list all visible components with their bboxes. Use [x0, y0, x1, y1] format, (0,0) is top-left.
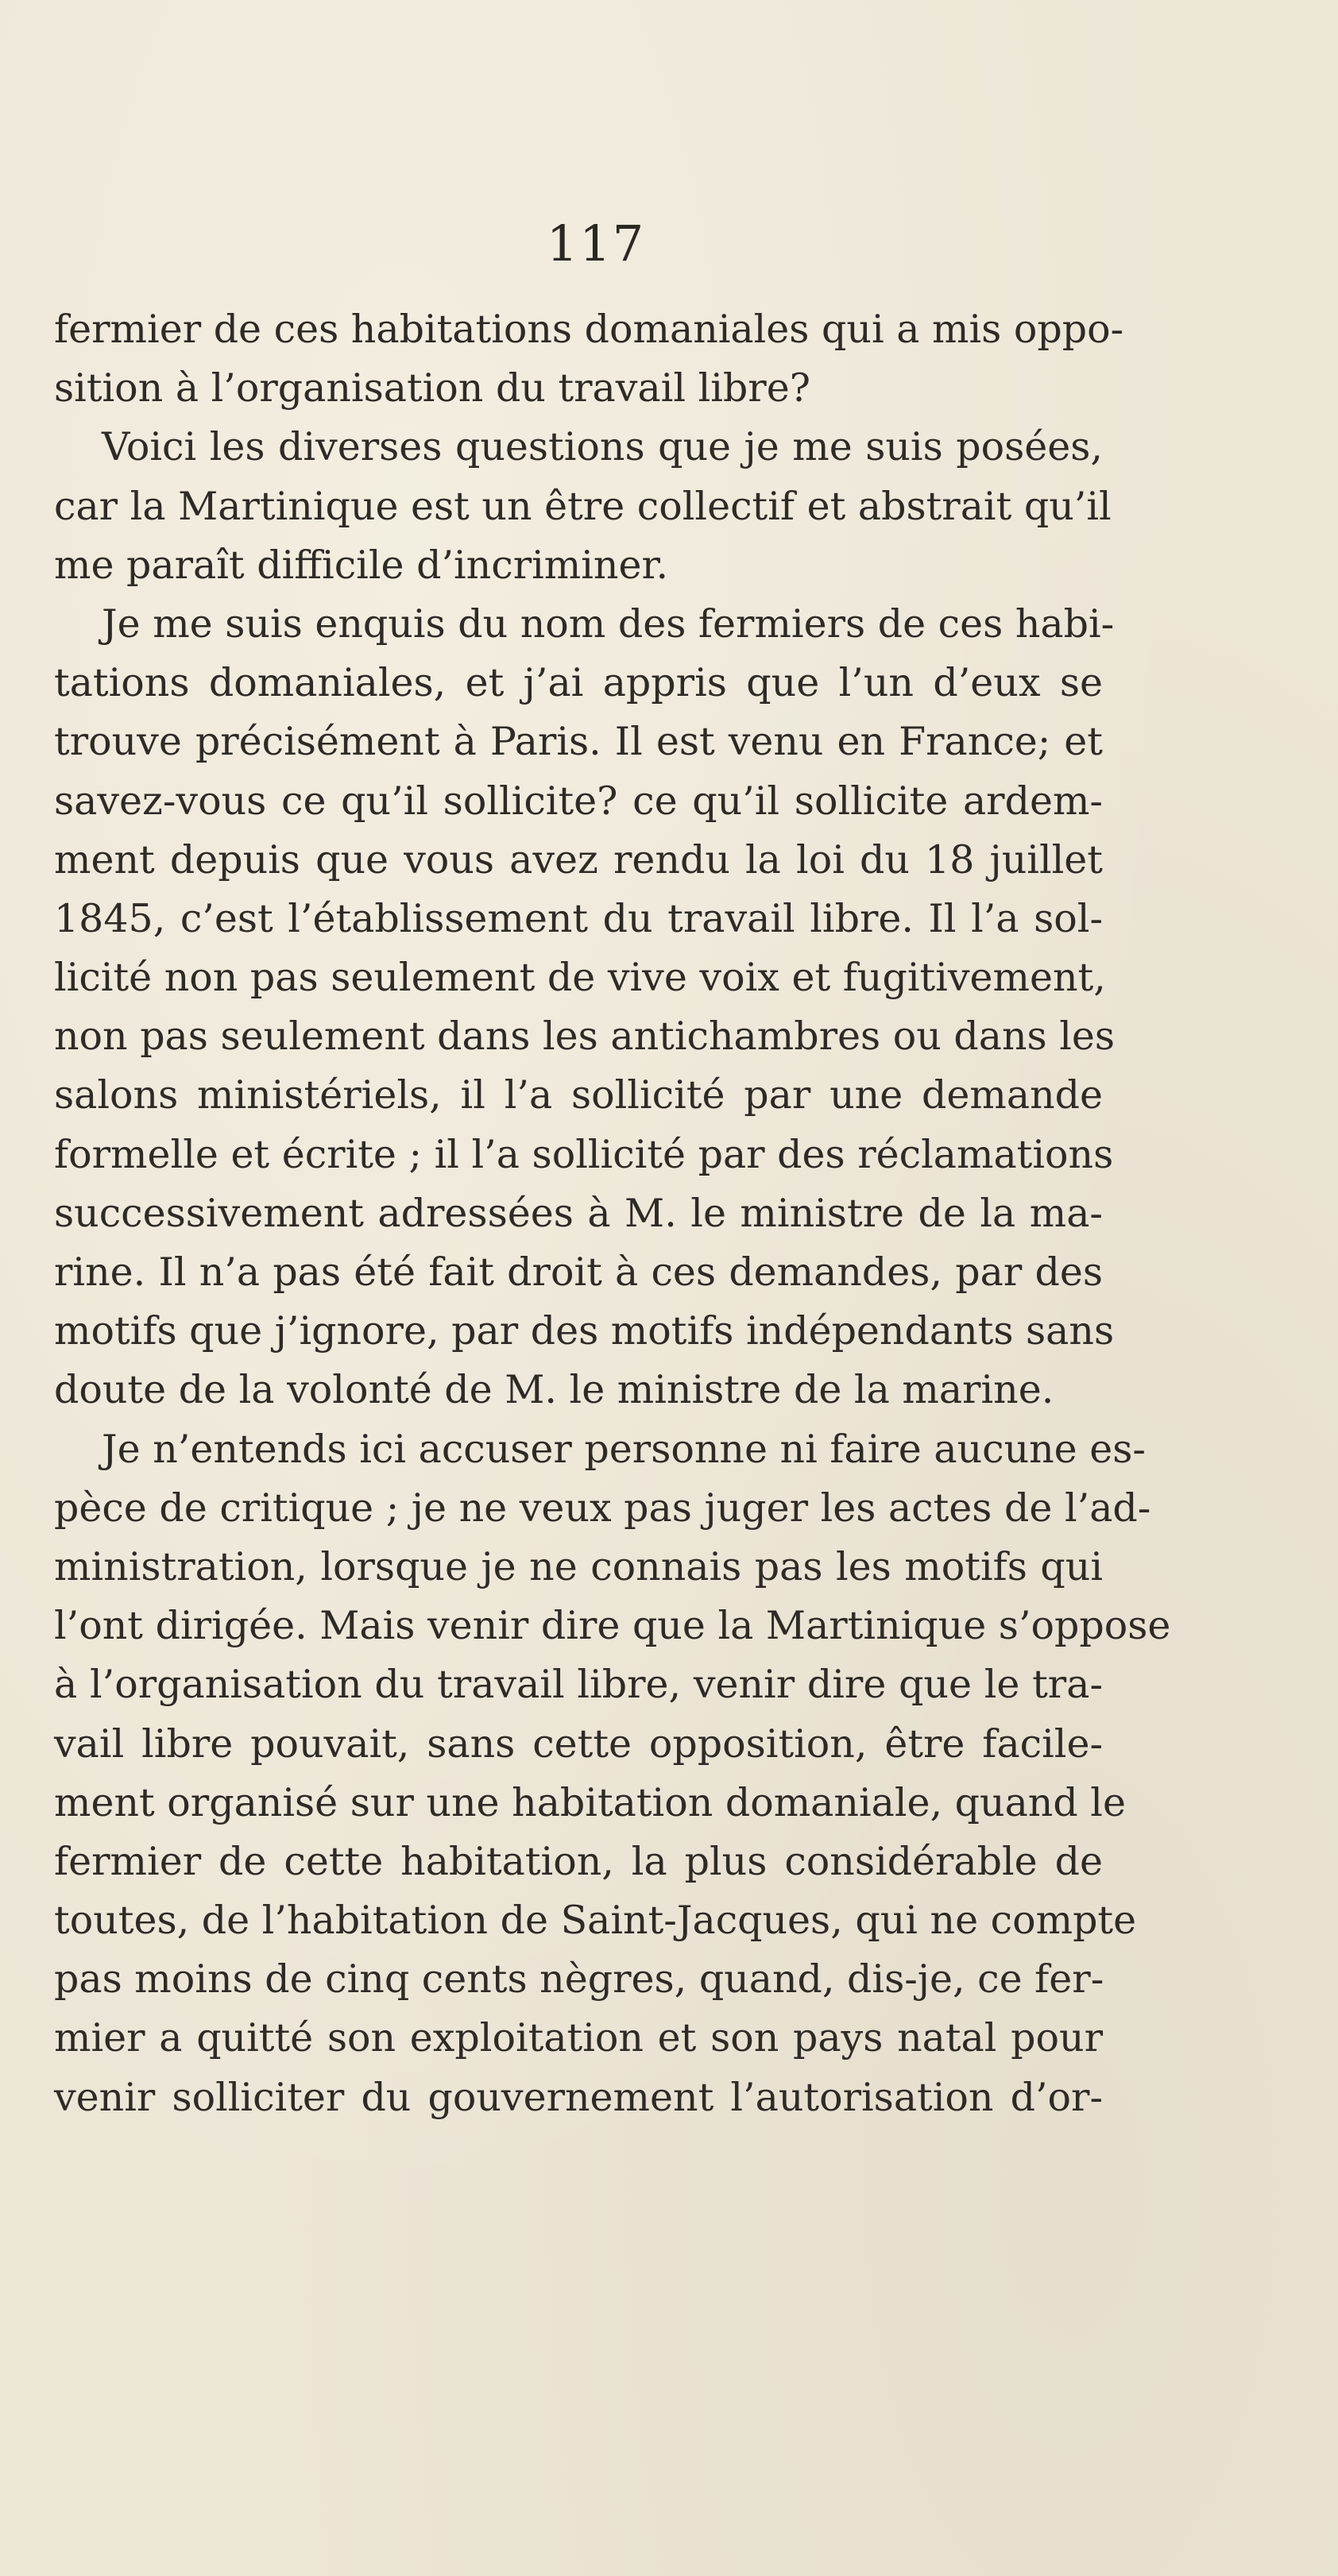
text-line: fermier de ces habitations domaniales qui a mis oppo-	[54, 307, 1124, 352]
text-line: vail libre pouvait, sans cette opposition, être facile-	[54, 1721, 1103, 1767]
text-line: Voici les diverses questions que je me suis posées,	[102, 424, 1103, 470]
text-line: savez-vous ce qu’il sollicite? ce qu’il sollicite ardem-	[54, 778, 1103, 824]
text-line: fermier de cette habitation, la plus considérable de	[54, 1838, 1103, 1884]
text-line: pas moins de cinq cents nègres, quand, dis-je, ce fer-	[54, 1956, 1104, 2002]
body-text	[54, 300, 1171, 2127]
text-line: mier a quitté son exploitation et son pays natal pour	[54, 2015, 1103, 2061]
text-line: ment depuis que vous avez rendu la loi du 18 juillet	[54, 836, 1103, 882]
text-line: rine. Il n’a pas été fait droit à ces demandes, par des	[54, 1249, 1103, 1295]
text-line: sition à l’organisation du travail libre?	[54, 365, 810, 411]
text-line: pèce de critique ; je ne veux pas juger les actes de l’ad-	[54, 1485, 1151, 1531]
text-line: l’ont dirigée. Mais venir dire que la Martinique s’oppose	[54, 1603, 1171, 1649]
text-line: Je me suis enquis du nom des fermiers de ces habi-	[102, 601, 1115, 647]
text-line: à l’organisation du travail libre, venir dire que le tra-	[54, 1662, 1103, 1708]
text-line: formelle et écrite ; il l’a sollicité par des réclamations	[54, 1131, 1114, 1177]
text-line: tations domaniales, et j’ai appris que l’un d’eux se	[54, 660, 1103, 706]
text-line: successivement adressées à M. le ministre de la ma-	[54, 1190, 1103, 1236]
text-line: Je n’entends ici accuser personne ni faire aucune es-	[102, 1426, 1146, 1472]
text-line: ministration, lorsque je ne connais pas les motifs qui	[54, 1543, 1103, 1589]
text-line: non pas seulement dans les antichambres ou dans les	[54, 1014, 1116, 1060]
text-line: venir solliciter du gouvernement l’autorisation d’or-	[54, 2074, 1103, 2120]
text-line: salons ministériels, il l’a sollicité par une demande	[54, 1072, 1103, 1118]
text-line: trouve précisément à Paris. Il est venu en France; et	[54, 719, 1103, 765]
text-line: motifs que j’ignore, par des motifs indépendants sans	[54, 1308, 1115, 1354]
text-line: ment organisé sur une habitation domaniale, quand le	[54, 1779, 1126, 1825]
text-line: toutes, de l’habitation de Saint-Jacques, qui ne compte	[54, 1898, 1137, 1944]
text-line: car la Martinique est un être collectif et abstrait qu’il	[54, 483, 1112, 529]
text-line: me paraît difficile d’incriminer.	[54, 542, 669, 588]
text-line: doute de la volonté de M. le ministre de la marine.	[54, 1367, 1054, 1413]
page-number: 117	[546, 214, 646, 272]
text-line: 1845, c’est l’établissement du travail libre. Il l’a sol-	[54, 895, 1103, 941]
text-line: licité non pas seulement de vive voix et fugitivement,	[54, 955, 1106, 1001]
